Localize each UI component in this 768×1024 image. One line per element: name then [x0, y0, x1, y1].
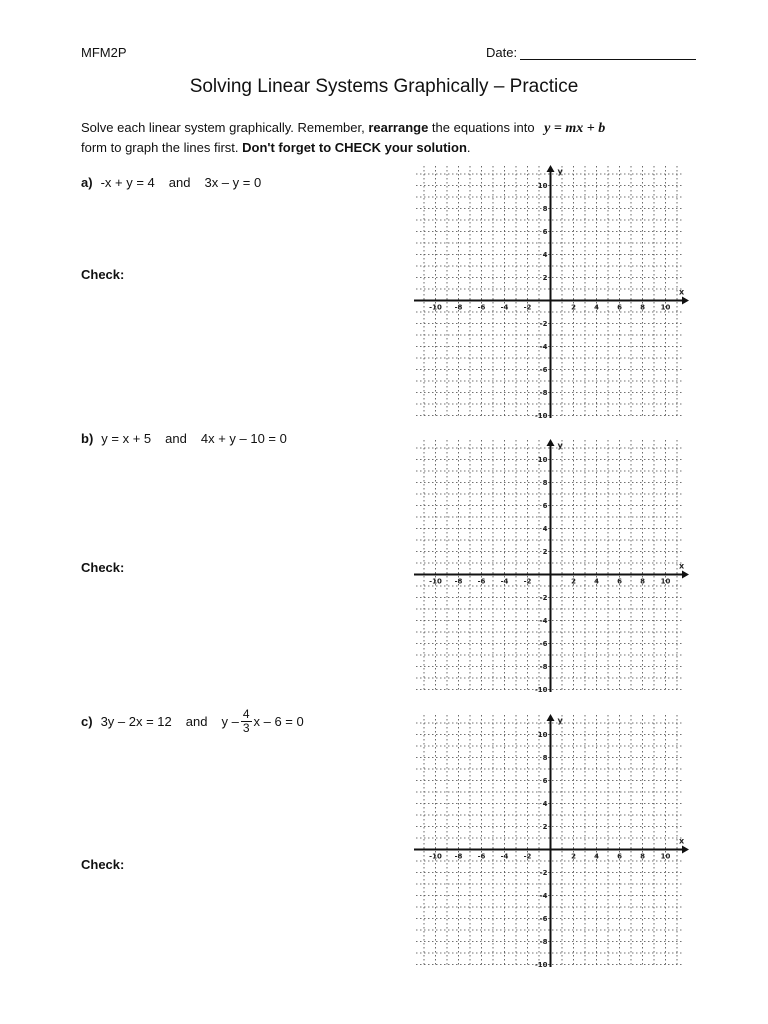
x-tick-label: 8 [640, 852, 645, 861]
equation-2-prefix: y – [221, 714, 239, 729]
instructions-part2: the equations into [428, 120, 539, 135]
y-tick-label: 6 [542, 777, 548, 785]
x-tick-label: -2 [523, 852, 532, 861]
y-tick-label: -2 [539, 594, 548, 602]
y-tick-label: 2 [542, 274, 548, 282]
instructions-bold-check: Don't forget to CHECK your solution [242, 140, 467, 155]
x-tick-label: 6 [617, 852, 622, 861]
x-axis-name: x [679, 836, 685, 846]
y-tick-label: 10 [537, 182, 548, 190]
y-tick-label: 6 [542, 502, 548, 510]
x-tick-label: 8 [640, 577, 645, 586]
equation-2: 4x + y – 10 = 0 [200, 431, 287, 446]
x-tick-label: 10 [660, 852, 671, 861]
check-label-a: Check: [81, 267, 125, 282]
x-tick-label: 6 [617, 303, 622, 312]
problem-label: c) [81, 714, 93, 729]
page-title: Solving Linear Systems Graphically – Practice [189, 76, 579, 97]
y-tick-label: -10 [534, 412, 548, 418]
date-blank-line [520, 45, 696, 60]
y-tick-label: -2 [539, 869, 548, 877]
y-tick-label: 4 [542, 800, 548, 808]
problem-a [81, 175, 261, 190]
x-tick-label: -2 [523, 303, 532, 312]
y-tick-label: 10 [537, 731, 548, 739]
equation-1: 3y – 2x = 12 [100, 714, 172, 729]
coordinate-grid-b [410, 436, 696, 692]
equation-2-suffix: x – 6 = 0 [253, 714, 304, 729]
x-tick-label: -2 [523, 577, 532, 586]
fraction-denominator: 3 [242, 721, 250, 735]
instructions-line2: form to graph the lines first. [81, 140, 243, 155]
y-tick-label: -10 [534, 961, 548, 967]
x-axis-arrow-icon [682, 571, 689, 579]
y-tick-label: -2 [539, 320, 548, 328]
x-tick-label: -8 [454, 303, 463, 312]
x-tick-label: 10 [660, 577, 671, 586]
problem-b [81, 431, 287, 446]
problem-label: a) [81, 175, 93, 190]
y-tick-label: -8 [539, 389, 548, 397]
x-tick-label: -4 [500, 303, 509, 312]
y-axis-name: y [557, 716, 563, 725]
equation-1: -x + y = 4 [100, 175, 155, 190]
y-tick-label: 8 [542, 754, 548, 762]
x-tick-label: 4 [594, 577, 599, 586]
connector-and: and [185, 714, 208, 729]
x-tick-label: 2 [571, 852, 576, 861]
y-tick-label: -4 [539, 343, 548, 351]
coordinate-grid-c [410, 711, 696, 967]
x-tick-label: -10 [429, 303, 442, 312]
x-tick-label: -8 [454, 577, 463, 586]
y-tick-label: -4 [539, 617, 548, 625]
instructions [81, 118, 701, 157]
coordinate-grid-a [410, 162, 696, 418]
instructions-bold-rearrange: rearrange [368, 120, 429, 135]
x-tick-label: -6 [477, 852, 486, 861]
x-tick-label: 6 [617, 577, 622, 586]
x-tick-label: 10 [660, 303, 671, 312]
fraction [241, 708, 252, 735]
x-tick-label: 4 [594, 852, 599, 861]
y-tick-label: 4 [542, 251, 548, 259]
slope-intercept-formula: y = mx + b [544, 121, 606, 136]
y-axis-arrow-icon [547, 165, 555, 172]
y-tick-label: -4 [539, 892, 548, 900]
check-label-c: Check: [81, 857, 125, 872]
instructions-part1: Solve each linear system graphically. Remember, [81, 120, 369, 135]
y-tick-label: 8 [542, 479, 548, 487]
x-axis-arrow-icon [682, 297, 689, 305]
x-tick-label: -6 [477, 577, 486, 586]
y-tick-label: 4 [542, 525, 548, 533]
x-tick-label: 2 [571, 577, 576, 586]
y-tick-label: 2 [542, 548, 548, 556]
problem-c [81, 708, 304, 735]
y-axis-name: y [557, 167, 563, 176]
x-tick-label: -4 [500, 852, 509, 861]
check-label-b: Check: [81, 560, 125, 575]
x-tick-label: -4 [500, 577, 509, 586]
x-tick-label: 2 [571, 303, 576, 312]
x-tick-label: 4 [594, 303, 599, 312]
x-axis-name: x [679, 287, 685, 297]
connector-and: and [168, 175, 191, 190]
x-tick-label: -10 [429, 852, 442, 861]
y-tick-label: 6 [542, 228, 548, 236]
y-axis-arrow-icon [547, 439, 555, 446]
y-tick-label: -6 [539, 915, 548, 923]
equation-2: 3x – y = 0 [204, 175, 262, 190]
x-tick-label: -6 [477, 303, 486, 312]
x-tick-label: 8 [640, 303, 645, 312]
y-tick-label: -8 [539, 663, 548, 671]
problem-label: b) [81, 431, 94, 446]
connector-and: and [165, 431, 187, 446]
date-field [486, 45, 696, 60]
y-tick-label: -10 [534, 686, 548, 692]
y-axis-arrow-icon [547, 714, 555, 721]
fraction-numerator: 4 [242, 707, 250, 721]
course-code: MFM2P [81, 45, 127, 60]
y-tick-label: -6 [539, 366, 548, 374]
y-axis-name: y [557, 441, 563, 450]
y-tick-label: 10 [537, 456, 548, 464]
x-tick-label: -8 [454, 852, 463, 861]
y-tick-label: -8 [539, 938, 548, 946]
date-label: Date: [486, 45, 518, 60]
y-tick-label: 2 [542, 823, 548, 831]
x-axis-arrow-icon [682, 846, 689, 854]
x-axis-name: x [679, 561, 685, 571]
instructions-end: . [466, 140, 471, 155]
x-tick-label: -10 [429, 577, 442, 586]
y-tick-label: -6 [539, 640, 548, 648]
y-tick-label: 8 [542, 205, 548, 213]
equation-1: y = x + 5 [101, 431, 152, 446]
